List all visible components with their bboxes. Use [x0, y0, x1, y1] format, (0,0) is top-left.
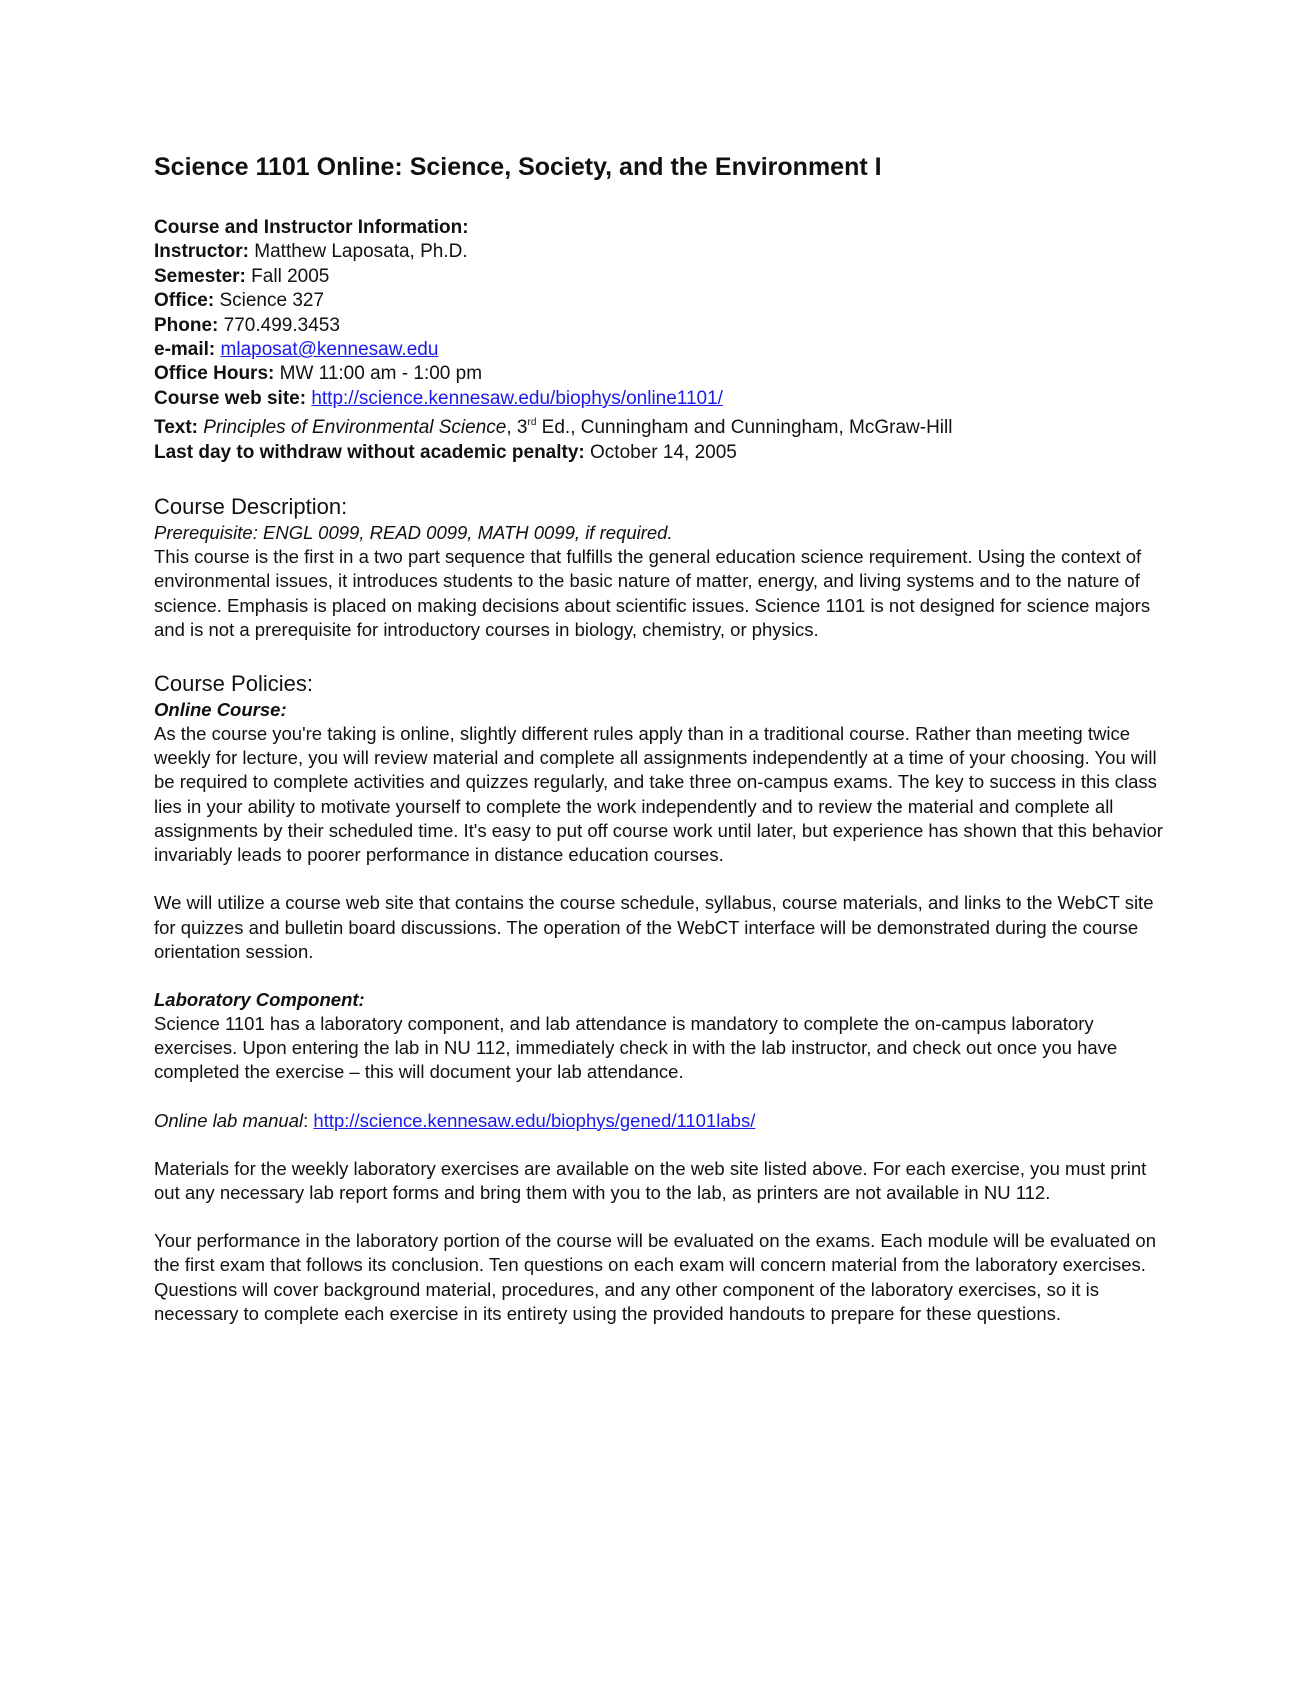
phone-line: Phone: 770.499.3453: [154, 314, 340, 336]
textbook-title: Principles of Environmental Science: [203, 417, 507, 439]
office-line: Office: Science 327: [154, 290, 325, 312]
course-description-heading: Course Description:: [154, 494, 348, 520]
online-course-paragraph-1: As the course you're taking is online, slightly different rules apply than in a traditional course. Rather than meeting twice weekly for lecture, you will review material and complete all assignments independently at a time of your choosing. You will be required to complete activities and quizzes regularly, and take three on-campus exams. The key to success in this class lies in your ability to motivate yourself to complete the work independently and to review the material and complete all assignments by their scheduled time. It's easy to put off course work until later, but experience has shown that this behavior invariably leads to poorer performance in distance education courses.: [154, 723, 1163, 866]
semester-line: Semester: Fall 2005: [154, 265, 330, 287]
email-link[interactable]: mlaposat@kennesaw.edu: [220, 339, 439, 361]
course-info-block: [154, 216, 1164, 465]
instructor-line: Instructor: Matthew Laposata, Ph.D.: [154, 241, 468, 263]
laboratory-paragraph-3: Your performance in the laboratory portion of the course will be evaluated on the exams. Each module will be evaluated on the first exam that follows its conclusion. Ten questions on each exam will concern material from the laboratory exercises. Questions will cover background material, procedures, and any other component of the laboratory exercises, so it is necessary to complete each exercise in its entirety using the provided handouts to prepare for these questions.: [154, 1230, 1156, 1324]
email-line: e-mail: mlaposat@kennesaw.edu: [154, 339, 439, 361]
course-description-text: This course is the first in a two part sequence that fulfills the general education science requirement. Using the context of environmental issues, it introduces students to the basic nature of matter, energy, and living systems and to the nature of science. Emphasis is placed on making decisions about scientific issues. Science 1101 is not designed for science majors and is not a prerequisite for introductory courses in biology, chemistry, or physics.: [154, 546, 1151, 640]
laboratory-component-heading: Laboratory Component:: [154, 988, 365, 1010]
document-page: [154, 150, 1164, 1326]
page-title: Science 1101 Online: Science, Society, and the Environment I: [154, 153, 882, 181]
info-heading: Course and Instructor Information:: [154, 217, 469, 238]
online-course-paragraph-2: We will utilize a course web site that contains the course schedule, syllabus, course materials, and links to the WebCT site for quizzes and bulletin board discussions. The operation of the WebCT interface will be demonstrated during the course orientation session.: [154, 892, 1154, 962]
prerequisite-text: Prerequisite: ENGL 0099, READ 0099, MATH 0099, if required.: [154, 522, 673, 544]
laboratory-paragraph-2: Materials for the weekly laboratory exercises are available on the web site listed above. For each exercise, you must print out any necessary lab report forms and bring them with you to the lab, as printers are not available in NU 112.: [154, 1157, 1147, 1203]
online-course-heading: Online Course:: [154, 699, 287, 721]
text-line: Text: Principles of Environmental Science, 3rd Ed., Cunningham and Cunningham, McGraw-Hill: [154, 417, 953, 439]
lab-manual-line: Online lab manual: http://science.kennesaw.edu/biophys/gened/1101labs/: [154, 1109, 756, 1131]
laboratory-paragraph-1: Science 1101 has a laboratory component, and lab attendance is mandatory to complete the on-campus laboratory exercises. Upon entering the lab in NU 112, immediately check in with the lab instructor, and check out once you have completed the exercise – this will document your lab attendance.: [154, 1012, 1118, 1083]
course-policies-heading: Course Policies:: [154, 671, 313, 697]
lab-manual-link[interactable]: http://science.kennesaw.edu/biophys/gened/1101labs/: [313, 1109, 756, 1131]
office-hours-line: Office Hours: MW 11:00 am - 1:00 pm: [154, 363, 483, 385]
website-line: Course web site: http://science.kennesaw.edu/biophys/online1101/: [154, 387, 723, 409]
course-website-link[interactable]: http://science.kennesaw.edu/biophys/online1101/: [311, 387, 723, 409]
withdraw-line: Last day to withdraw without academic penalty: October 14, 2005: [154, 441, 737, 463]
